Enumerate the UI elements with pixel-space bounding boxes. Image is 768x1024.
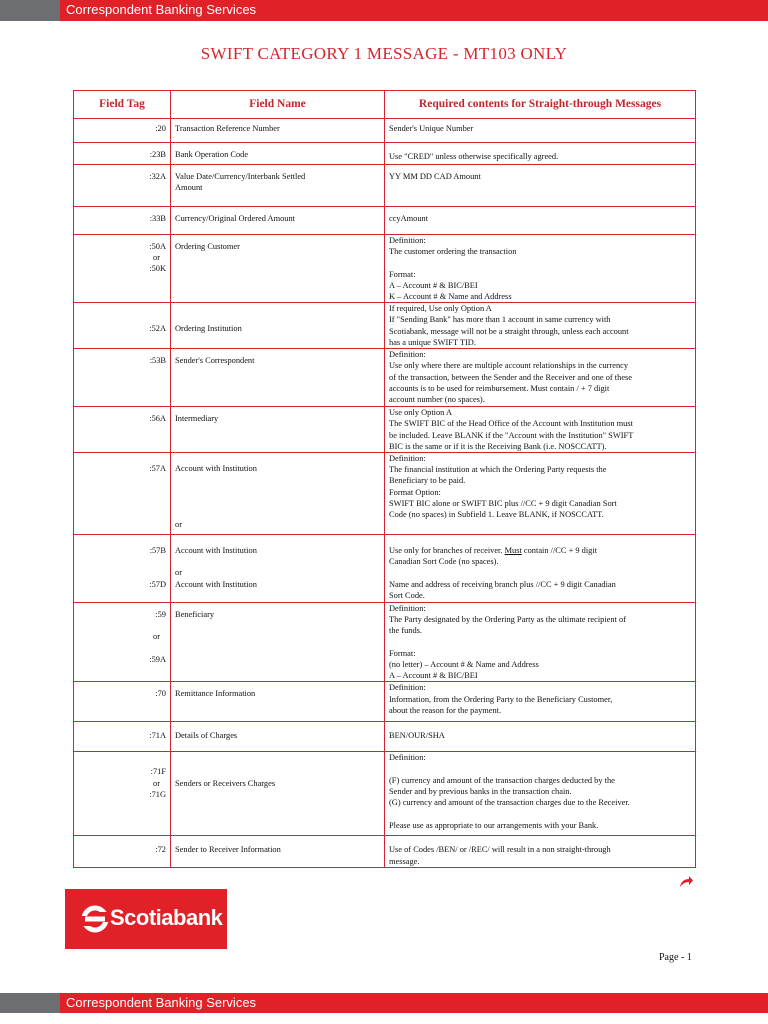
required-contents-cell — [385, 535, 696, 603]
content-line: accounts is to be used for reimbursement. Must contain / + 7 digit — [389, 383, 610, 393]
content-line: has a unique SWIFT TID. — [389, 337, 476, 347]
forward-arrow-icon[interactable] — [678, 874, 694, 888]
field-tag-line: or — [153, 632, 160, 642]
content-line: be included. Leave BLANK if the "Account with the Institution" SWIFT — [389, 430, 634, 440]
field-name-line: or — [175, 519, 182, 529]
field-name-line: Beneficiary — [175, 610, 215, 620]
field-tag-line — [78, 643, 166, 654]
content-line: Use only where there are multiple account relationships in the currency — [389, 361, 629, 371]
content-line: Information, from the Ordering Party to the Beneficiary Customer, — [389, 694, 613, 704]
field-tag-cell — [74, 407, 171, 453]
content-line — [389, 637, 691, 648]
content-line: the funds. — [389, 626, 423, 636]
field-tag-line: :72 — [155, 845, 166, 855]
content-line — [389, 567, 691, 578]
field-name-line: Value Date/Currency/Interbank Settled — [175, 172, 306, 181]
underlined-word: Must — [504, 546, 522, 556]
required-contents-cell — [385, 143, 696, 165]
field-tag-line: :57B — [149, 546, 166, 556]
content-line: of the transaction, between the Sender and the Receiver and one of these — [389, 372, 633, 382]
content-line: Use of Codes /BEN/ or /REC/ will result in a non straight-through — [389, 845, 611, 855]
table-row — [74, 235, 696, 303]
required-contents-cell — [385, 303, 696, 349]
required-contents-cell — [385, 836, 696, 868]
required-contents-cell — [385, 752, 696, 836]
table-row — [74, 535, 696, 603]
required-contents-cell — [385, 682, 696, 722]
content-line: YY MM DD CAD Amount — [389, 172, 481, 181]
field-name-cell — [171, 453, 385, 535]
table-row — [74, 165, 696, 207]
field-name-cell — [171, 407, 385, 453]
field-name-line: Amount — [175, 183, 203, 193]
required-contents-cell — [385, 722, 696, 752]
content-line: Use only for branches of receiver. Must contain //CC + 9 digit — [389, 546, 598, 556]
field-tag-line: :70 — [155, 689, 166, 699]
field-tag-cell — [74, 722, 171, 752]
header-required-contents: Required contents for Straight-through Messages — [385, 91, 696, 119]
field-name-line — [175, 485, 380, 496]
field-tag-line: :59A — [149, 654, 166, 664]
field-name-cell — [171, 349, 385, 407]
table-row — [74, 303, 696, 349]
field-tag-cell — [74, 836, 171, 868]
field-name-cell — [171, 682, 385, 722]
table-row — [74, 722, 696, 752]
field-name-cell — [171, 207, 385, 235]
field-name-line: Account with Institution — [175, 546, 257, 556]
table-row — [74, 349, 696, 407]
field-tag-cell — [74, 143, 171, 165]
field-tag-line: :71G — [149, 789, 166, 799]
content-line: Definition: — [389, 753, 426, 763]
field-tag-cell — [74, 349, 171, 407]
field-name-cell — [171, 303, 385, 349]
required-contents-cell — [385, 349, 696, 407]
field-name-line: Senders or Receivers Charges — [175, 779, 276, 789]
content-line: If "Sending Bank" has more than 1 account in same currency with — [389, 315, 611, 325]
field-tag-line: :53B — [149, 356, 166, 366]
table-row — [74, 207, 696, 235]
page-title: SWIFT CATEGORY 1 MESSAGE - MT103 ONLY — [200, 44, 568, 63]
field-name-cell — [171, 603, 385, 682]
field-tag-line: :71F — [150, 767, 166, 777]
content-line: A – Account # & BIC/BEI — [389, 671, 478, 681]
content-line: Definition: — [389, 350, 426, 360]
field-name-line: Details of Charges — [175, 731, 238, 741]
content-line: ccyAmount — [389, 214, 429, 223]
content-line: Definition: — [389, 683, 426, 693]
content-line: Format: — [389, 269, 416, 279]
content-line: Canadian Sort Code (no spaces). — [389, 557, 499, 567]
top-banner — [0, 0, 768, 21]
content-line: Definition: — [389, 604, 426, 614]
field-tag-line: :50A — [149, 242, 166, 251]
content-line: BEN/OUR/SHA — [389, 731, 445, 741]
field-tag-cell — [74, 603, 171, 682]
content-line: Sender and by previous banks in the transaction chain. — [389, 787, 572, 797]
field-tag-line: :57A — [149, 464, 166, 474]
header-field-name: Field Name — [171, 91, 385, 119]
field-tag-line: :71A — [149, 731, 166, 741]
content-line: Sender's Unique Number — [389, 124, 474, 133]
field-tag-line: or — [153, 778, 160, 788]
content-line: message. — [389, 856, 420, 866]
table-row — [74, 682, 696, 722]
content-line: Code (no spaces) in Subfield 1. Leave BLANK, if NOSCCATT. — [389, 510, 604, 520]
field-tag-line: :52A — [149, 324, 166, 334]
field-tag-line: :32A — [149, 172, 166, 181]
field-tag-cell — [74, 119, 171, 143]
bottom-banner-label: Correspondent Banking Services — [66, 995, 257, 1010]
field-tag-cell — [74, 682, 171, 722]
swift-fields-table — [73, 90, 696, 868]
field-tag-cell — [74, 303, 171, 349]
required-contents-cell — [385, 207, 696, 235]
bottom-banner — [0, 993, 768, 1013]
field-tag-line: or — [153, 253, 160, 263]
field-name-line: Sender's Correspondent — [175, 356, 255, 366]
content-line — [389, 257, 691, 268]
field-name-line — [175, 508, 380, 519]
field-tag-line: :33B — [149, 214, 166, 223]
content-line: Format: — [389, 648, 416, 658]
table-row — [74, 752, 696, 836]
required-contents-cell — [385, 119, 696, 143]
required-contents-cell — [385, 235, 696, 303]
field-name-line: Currency/Original Ordered Amount — [175, 214, 296, 223]
field-tag-line: :56A — [149, 414, 166, 424]
content-line: Format Option: — [389, 487, 441, 497]
field-name-line — [175, 497, 380, 508]
field-tag-cell — [74, 207, 171, 235]
content-line: (F) currency and amount of the transaction charges deducted by the — [389, 775, 615, 785]
required-contents-cell — [385, 453, 696, 535]
content-line: Name and address of receiving branch plus //CC + 9 digit Canadian — [389, 579, 616, 589]
header-field-tag: Field Tag — [74, 91, 171, 119]
content-line: Please use as appropriate to our arrangements with your Bank. — [389, 820, 599, 830]
field-name-line: Bank Operation Code — [175, 150, 249, 159]
content-line: A – Account # & BIC/BEI — [389, 280, 478, 290]
field-tag-line — [78, 620, 166, 631]
content-line: Definition: — [389, 236, 426, 245]
field-name-cell — [171, 836, 385, 868]
content-line: The Party designated by the Ordering Party as the ultimate recipient of — [389, 615, 626, 625]
field-tag-cell — [74, 453, 171, 535]
field-name-line: Account with Institution — [175, 579, 257, 589]
required-contents-cell — [385, 407, 696, 453]
content-line: (no letter) – Account # & Name and Address — [389, 660, 539, 670]
field-name-cell — [171, 143, 385, 165]
field-name-line: Account with Institution — [175, 464, 257, 474]
content-line — [389, 808, 691, 819]
field-tag-line — [78, 556, 166, 567]
table-row — [74, 836, 696, 868]
table-header-row — [74, 91, 696, 119]
table-row — [74, 603, 696, 682]
content-line: The SWIFT BIC of the Head Office of the Account with Institution must — [389, 419, 633, 429]
top-banner-label: Correspondent Banking Services — [66, 2, 257, 17]
field-name-cell — [171, 235, 385, 303]
field-tag-line: :23B — [149, 150, 166, 159]
field-name-cell — [171, 119, 385, 143]
table-row — [74, 143, 696, 165]
scotiabank-wordmark: Scotiabank — [110, 905, 223, 930]
field-tag-line: :59 — [155, 610, 166, 620]
field-name-line: Sender to Receiver Information — [175, 845, 281, 855]
field-name-cell — [171, 722, 385, 752]
content-line: Use "CRED" unless otherwise specifically agreed. — [389, 152, 559, 161]
page-number: Page - 1 — [659, 952, 692, 963]
content-line: account number (no spaces). — [389, 395, 485, 405]
content-line: about the reason for the payment. — [389, 705, 502, 715]
table-row — [74, 119, 696, 143]
content-line: The customer ordering the transaction — [389, 247, 517, 257]
field-name-cell — [171, 535, 385, 603]
required-contents-cell — [385, 603, 696, 682]
content-line: Scotiabank, message will not be a straight through, unless each account — [389, 326, 629, 336]
field-tag-cell — [74, 752, 171, 836]
content-line: SWIFT BIC alone or SWIFT BIC plus //CC + 9 digit Canadian Sort — [389, 498, 617, 508]
field-tag-cell — [74, 235, 171, 303]
field-tag-cell — [74, 165, 171, 207]
content-line: BIC is the same or if it is the Receiving Bank (i.e. NOSCCATT). — [389, 441, 607, 451]
field-name-cell — [171, 752, 385, 836]
field-name-line — [175, 556, 380, 567]
table-row — [74, 407, 696, 453]
field-name-line: Ordering Customer — [175, 242, 240, 251]
table-row — [74, 453, 696, 535]
content-line: K – Account # & Name and Address — [389, 292, 512, 301]
field-tag-line: :57D — [149, 579, 166, 589]
required-contents-cell — [385, 165, 696, 207]
field-name-line: Transaction Reference Number — [175, 124, 280, 133]
content-line: (G) currency and amount of the transaction charges due to the Receiver. — [389, 798, 630, 808]
content-line: Beneficiary to be paid. — [389, 476, 466, 486]
field-name-line: Ordering Institution — [175, 324, 242, 334]
content-line: Definition: — [389, 454, 426, 464]
field-name-line: Intermediary — [175, 414, 219, 424]
content-line: Use only Option A — [389, 408, 453, 418]
content-line — [389, 764, 691, 775]
field-name-line: or — [175, 568, 182, 578]
content-line: If required, Use only Option A — [389, 304, 492, 314]
field-name-line — [175, 474, 380, 485]
field-tag-line — [78, 567, 166, 578]
field-tag-line: :50K — [149, 264, 166, 274]
field-tag-line: :20 — [155, 124, 166, 133]
scotiabank-s-icon — [81, 903, 109, 935]
field-name-line: Remittance Information — [175, 689, 256, 699]
content-line: The financial institution at which the Ordering Party requests the — [389, 465, 607, 475]
scotiabank-logo — [65, 889, 227, 949]
content-line: Sort Code. — [389, 590, 425, 600]
field-name-cell — [171, 165, 385, 207]
field-tag-cell — [74, 535, 171, 603]
